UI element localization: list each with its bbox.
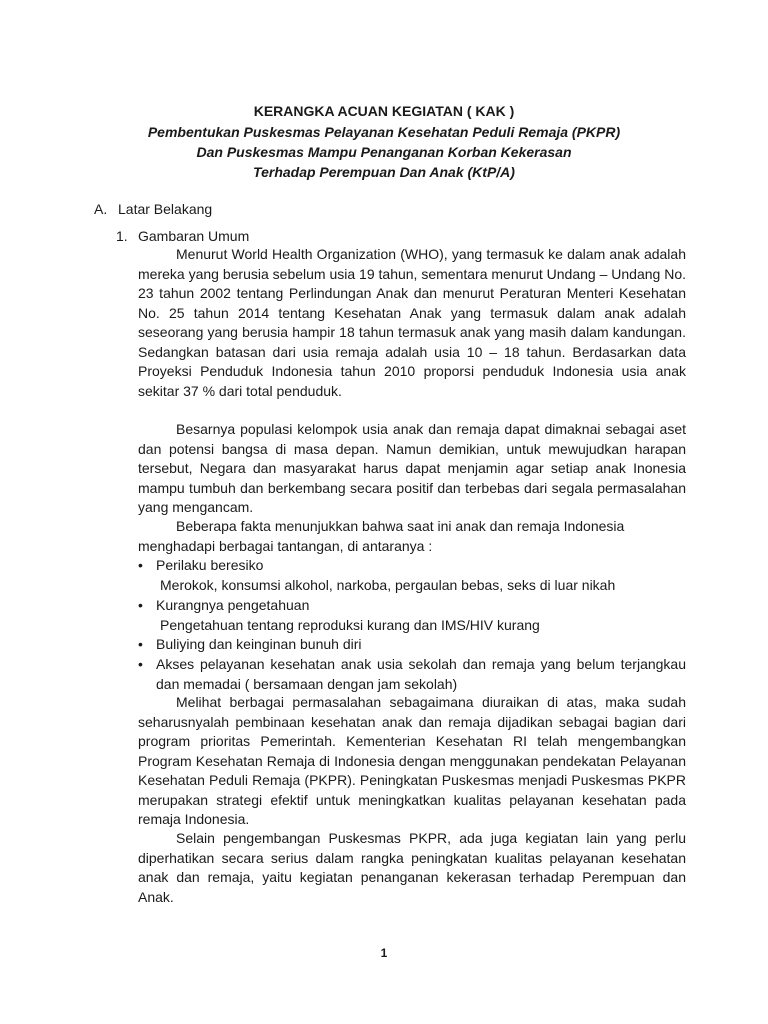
list-item-text: Perilaku beresiko: [156, 557, 264, 573]
page-number: 1: [380, 946, 388, 960]
list-item-text: Buliying dan keinginan bunuh diri: [156, 636, 362, 652]
paragraph-population: Besarnya populasi kelompok usia anak dan remaja dapat dimaknai sebagai aset dan potensi bangsa di masa depan. Namun demikian, untuk mewujudkan harapan tersebut, Negara dan masyarakat harus dapat menjamin agar setiap anak Inonesia mampu tumbuh dan berkembang secara positif dan terbebas dari segala permasalahan yang mengancam.: [138, 421, 686, 515]
bullet-icon: •: [138, 636, 143, 652]
document-title: KERANGKA ACUAN KEGIATAN ( KAK ): [253, 103, 515, 119]
list-item: [138, 655, 686, 694]
list-item-detail: Merokok, konsumsi alkohol, narkoba, pergaulan bebas, seks di luar nikah: [160, 576, 616, 593]
subsection-heading-1: [116, 226, 249, 246]
list-item-detail: Pengetahuan tentang reproduksi kurang dan IMS/HIV kurang: [160, 616, 540, 633]
paragraph-violence-handling: Selain pengembangan Puskesmas PKPR, ada juga kegiatan lain yang perlu diperhatikan secara serius dalam rangka peningkatan kualitas pelayanan kesehatan anak dan remaja, yaitu kegiatan penanganan kekerasan terhadap Perempuan dan Anak.: [138, 830, 686, 905]
section-label: Latar Belakang: [118, 201, 213, 217]
subsection-number: 1.: [116, 228, 128, 244]
subsection-label: Gambaran Umum: [138, 228, 250, 244]
bullet-icon: •: [138, 557, 143, 573]
section-heading-a: [94, 199, 212, 219]
document-subtitle-1: Pembentukan Puskesmas Pelayanan Kesehatan Peduli Remaja (PKPR): [147, 124, 621, 140]
list-item: [138, 635, 686, 655]
list-item-text: Akses pelayanan kesehatan anak usia sekolah dan remaja yang belum terjangkau dan memadai ( bersamaan dengan jam sekolah): [156, 656, 686, 692]
paragraph-challenges-intro: Beberapa fakta menunjukkan bahwa saat ini anak dan remaja Indonesia menghadapi berbagai tantangan, di antaranya :: [138, 518, 625, 554]
list-item: [138, 556, 686, 595]
paragraph-pkpr-program: Melihat berbagai permasalahan sebagaimana diuraikan di atas, maka sudah seharusnyalah pembinaan kesehatan anak dan remaja dijadikan sebagai bagian dari program prioritas Pemerintah. Kementerian Kesehatan RI telah mengembangkan Program Kesehatan Remaja di Indonesia dengan menggunakan pendekatan Pelayanan Kesehatan Peduli Remaja (PKPR). Peningkatan Puskesmas menjadi Puskesmas PKPR merupakan strategi efektif untuk meningkatkan kualitas pelayanan kesehatan pada remaja Indonesia.: [138, 694, 686, 827]
document-subtitle-3: Terhadap Perempuan Dan Anak (KtP/A): [253, 164, 515, 180]
document-subtitle-2: Dan Puskesmas Mampu Penanganan Korban Kekerasan: [196, 144, 572, 160]
paragraph-who-definition: Menurut World Health Organization (WHO), yang termasuk ke dalam anak adalah mereka yang berusia sebelum usia 19 tahun, sementara menurut Undang – Undang No. 23 tahun 2002 tentang Perlindungan Anak dan menurut Peraturan Menteri Kesehatan No. 25 tahun 2014 tentang Kesehatan Anak yang termasuk dalam anak adalah seseorang yang berusia hampir 18 tahun termasuk anak yang masih dalam kandungan. Sedangkan batasan dari usia remaja adalah usia 10 – 18 tahun. Berdasarkan data Proyeksi Penduduk Indonesia tahun 2010 proporsi penduduk Indonesia usia anak sekitar 37 % dari total penduduk.: [138, 246, 686, 399]
bullet-icon: •: [138, 597, 143, 613]
section-number: A.: [94, 201, 108, 217]
list-item: [138, 596, 686, 635]
list-item-text: Kurangnya pengetahuan: [156, 597, 310, 613]
bullet-icon: •: [138, 656, 143, 672]
